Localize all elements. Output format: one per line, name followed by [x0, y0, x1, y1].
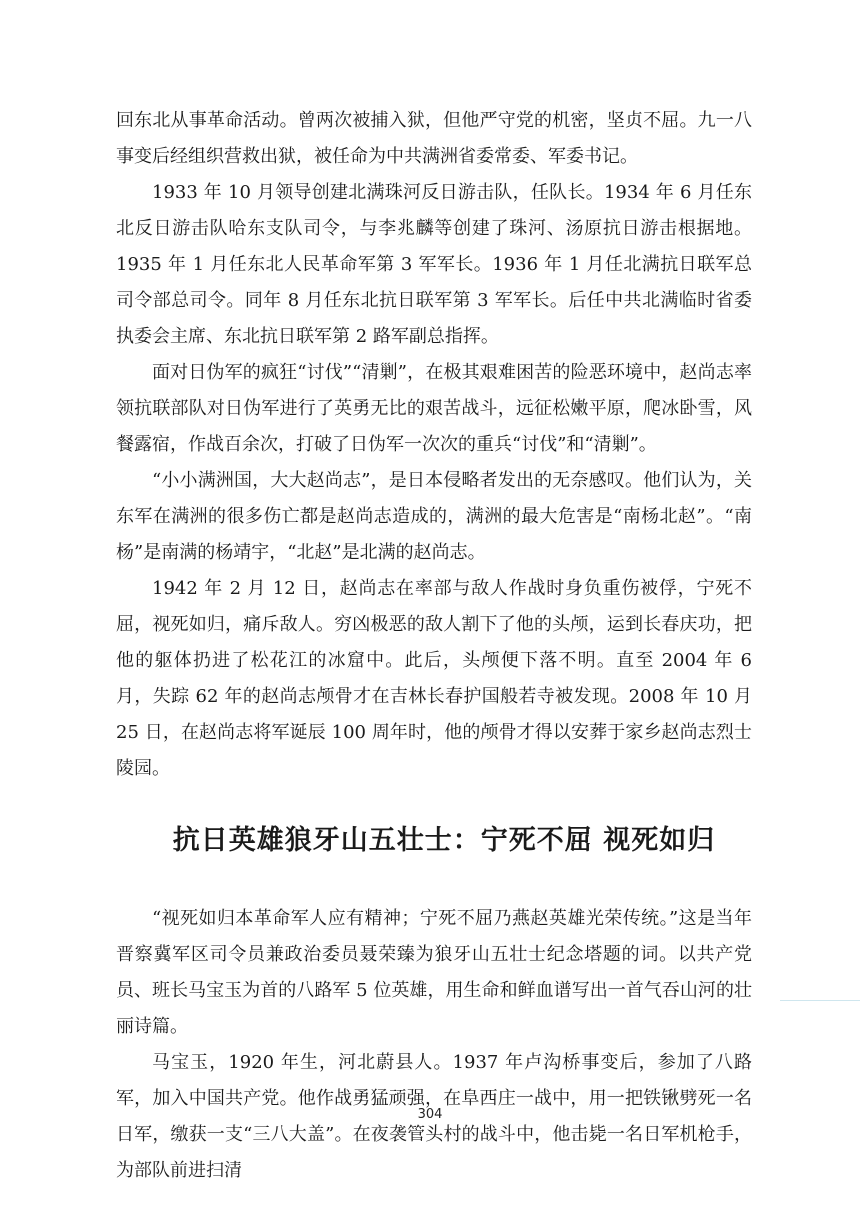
paragraph-continuation: 回东北从事革命活动。曾两次被捕入狱，但他严守党的机密，坚贞不屈。九一八事变后经组织营救出狱，被任命为中共满洲省委常委、军委书记。 — [116, 110, 752, 167]
paragraph-ma-baoyu: 马宝玉，1920 年生，河北蔚县人。1937 年卢沟桥事变后，参加了八路军，加入中国共产党。他作战勇猛顽强，在阜西庄一战中，用一把铁锹劈死一名日军，缴获一支“三八大盖”。在夜袭管头村的战斗中，他击毙一名日军机枪手，为部队前进扫清 — [116, 1052, 752, 1181]
paragraph-inscription: “视死如归本革命军人应有精神；宁死不屈乃燕赵英雄光荣传统。”这是当年晋察冀军区司令员兼政治委员聂荣臻为狼牙山五壮士纪念塔题的词。以共产党员、班长马宝玉为首的八路军 5 位英雄，用生命和鲜血谱写出一首气吞山河的壮丽诗篇。 — [116, 908, 752, 1037]
page-number: 304 — [417, 1107, 443, 1122]
paragraph-manchukuo-quote: “小小满洲国，大大赵尚志”，是日本侵略者发出的无奈感叹。他们认为，关东军在满洲的很多伤亡都是赵尚志造成的，满洲的最大危害是“南杨北赵”。“南杨”是南满的杨靖宇，“北赵”是北满的赵尚志。 — [116, 470, 752, 563]
paragraph-1942-death: 1942 年 2 月 12 日，赵尚志在率部与敌人作战时身负重伤被俘，宁死不屈，视死如归，痛斥敌人。穷凶极恶的敌人割下了他的头颅，运到长春庆功，把他的躯体扔进了松花江的冰窟中。此后，头颅便下落不明。直至 2004 年 6 月，失踪 62 年的赵尚志颅骨才在吉林长春护国般若寺被发现。2008 年 10 月 25 日，在赵尚志将军诞辰 100 周年时，他的颅骨才得以安葬于家乡赵尚志烈士陵园。 — [116, 578, 752, 779]
edge-divider — [780, 1000, 860, 1001]
paragraph-1933-guerrilla: 1933 年 10 月领导创建北满珠河反日游击队，任队长。1934 年 6 月任东北反日游击队哈东支队司令，与李兆麟等创建了珠河、汤原抗日游击根据地。1935 年 1 月任东北人民革命军第 3 军军长。1936 年 1 月任北满抗日联军总司令部总司令。同年 8 月任东北抗日联军第 3 军军长。后任中共北满临时省委执委会主席、东北抗日联军第 2 路军副总指挥。 — [116, 182, 752, 347]
paragraph-campaign: 面对日伪军的疯狂“讨伐”“清剿”，在极其艰难困苦的险恶环境中，赵尚志率领抗联部队对日伪军进行了英勇无比的艰苦战斗，远征松嫩平原，爬冰卧雪，风餐露宿，作战百余次，打破了日伪军一次次的重兵“讨伐”和“清剿”。 — [116, 362, 752, 455]
body-text — [116, 103, 752, 1189]
section-title: 抗日英雄狼牙山五壮士：宁死不屈 视死如归 — [172, 825, 716, 856]
